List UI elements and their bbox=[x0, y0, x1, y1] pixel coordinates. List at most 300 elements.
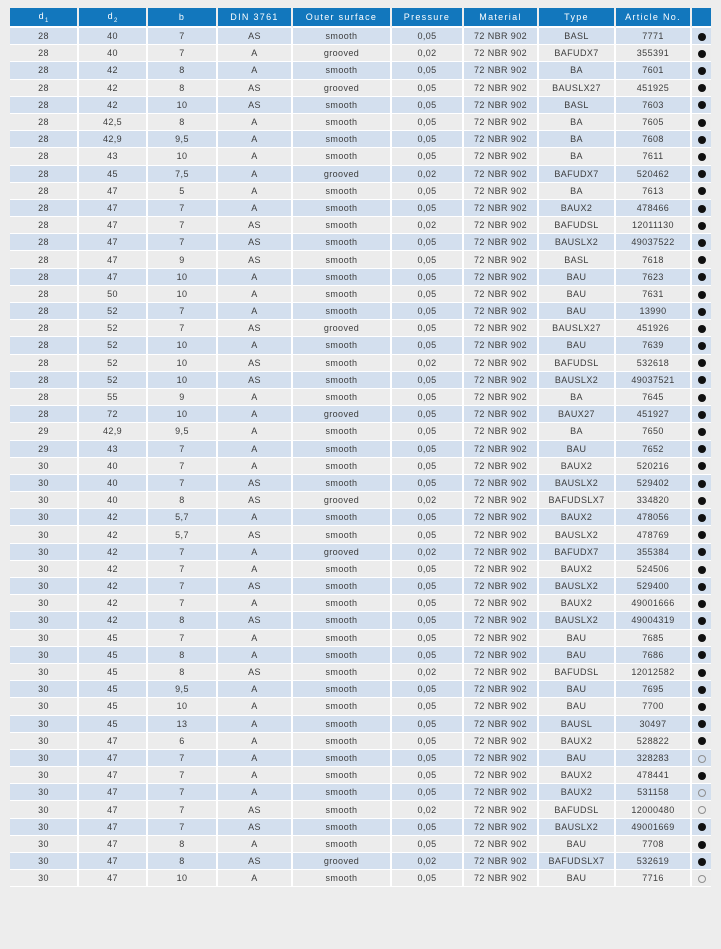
cell-b: 5,7 bbox=[148, 509, 218, 526]
cell-type: BAU bbox=[539, 647, 616, 664]
table-row bbox=[10, 234, 711, 251]
cell-type: BASL bbox=[539, 251, 616, 268]
cell-article-no: 478466 bbox=[616, 200, 692, 217]
cell-b: 8 bbox=[148, 62, 218, 79]
cell-type: BAU bbox=[539, 836, 616, 853]
table-row bbox=[10, 131, 711, 148]
cell-din: AS bbox=[218, 853, 293, 870]
cell-d1: 30 bbox=[10, 733, 79, 750]
cell-b: 10 bbox=[148, 698, 218, 715]
cell-d1: 28 bbox=[10, 131, 79, 148]
cell-availability bbox=[692, 750, 711, 767]
cell-material: 72 NBR 902 bbox=[464, 217, 539, 234]
column-header-d2: $d_2$ bbox=[79, 8, 148, 28]
cell-outer-surface: grooved bbox=[293, 80, 392, 97]
cell-din: AS bbox=[218, 372, 293, 389]
cell-d1: 30 bbox=[10, 819, 79, 836]
table-row bbox=[10, 767, 711, 784]
cell-b: 9,5 bbox=[148, 131, 218, 148]
cell-type: BAU bbox=[539, 303, 616, 320]
table-row bbox=[10, 870, 711, 887]
availability-filled-dot-icon bbox=[698, 273, 706, 281]
cell-availability bbox=[692, 492, 711, 509]
cell-article-no: 451925 bbox=[616, 80, 692, 97]
cell-material: 72 NBR 902 bbox=[464, 819, 539, 836]
cell-d2: 42 bbox=[79, 561, 148, 578]
cell-availability bbox=[692, 389, 711, 406]
column-header-din: DIN 3761 bbox=[218, 8, 293, 28]
cell-availability bbox=[692, 114, 711, 131]
cell-outer-surface: smooth bbox=[293, 801, 392, 818]
cell-article-no: 524506 bbox=[616, 561, 692, 578]
cell-article-no: 7639 bbox=[616, 337, 692, 354]
table-body bbox=[10, 28, 711, 887]
cell-availability bbox=[692, 303, 711, 320]
cell-d2: 42 bbox=[79, 62, 148, 79]
cell-type: BAUX27 bbox=[539, 406, 616, 423]
cell-outer-surface: smooth bbox=[293, 423, 392, 440]
cell-availability bbox=[692, 269, 711, 286]
availability-filled-dot-icon bbox=[698, 170, 706, 178]
cell-pressure: 0,05 bbox=[392, 406, 464, 423]
cell-outer-surface: smooth bbox=[293, 286, 392, 303]
cell-d2: 45 bbox=[79, 166, 148, 183]
cell-article-no: 13990 bbox=[616, 303, 692, 320]
cell-d2: 47 bbox=[79, 853, 148, 870]
cell-d2: 47 bbox=[79, 251, 148, 268]
cell-d1: 30 bbox=[10, 750, 79, 767]
cell-d2: 52 bbox=[79, 320, 148, 337]
cell-type: BAU bbox=[539, 750, 616, 767]
cell-article-no: 12011130 bbox=[616, 217, 692, 234]
column-header-subscript: 1 bbox=[44, 17, 49, 24]
cell-d1: 28 bbox=[10, 320, 79, 337]
availability-open-dot-icon bbox=[698, 875, 706, 883]
cell-type: BA bbox=[539, 183, 616, 200]
cell-type: BAUSLX2 bbox=[539, 526, 616, 543]
availability-filled-dot-icon bbox=[698, 720, 706, 728]
cell-d1: 28 bbox=[10, 183, 79, 200]
cell-article-no: 478056 bbox=[616, 509, 692, 526]
cell-outer-surface: smooth bbox=[293, 389, 392, 406]
cell-article-no: 478769 bbox=[616, 526, 692, 543]
cell-d2: 42 bbox=[79, 509, 148, 526]
cell-d2: 52 bbox=[79, 337, 148, 354]
cell-article-no: 49037522 bbox=[616, 234, 692, 251]
cell-pressure: 0,05 bbox=[392, 509, 464, 526]
column-header-availability bbox=[692, 8, 711, 28]
cell-type: BAUX2 bbox=[539, 509, 616, 526]
cell-d2: 47 bbox=[79, 819, 148, 836]
cell-article-no: 355391 bbox=[616, 45, 692, 62]
cell-outer-surface: smooth bbox=[293, 716, 392, 733]
cell-d1: 30 bbox=[10, 561, 79, 578]
table-row bbox=[10, 784, 711, 801]
cell-pressure: 0,05 bbox=[392, 183, 464, 200]
cell-outer-surface: grooved bbox=[293, 492, 392, 509]
cell-d1: 30 bbox=[10, 492, 79, 509]
cell-outer-surface: smooth bbox=[293, 836, 392, 853]
cell-outer-surface: smooth bbox=[293, 148, 392, 165]
cell-article-no: 7608 bbox=[616, 131, 692, 148]
cell-din: AS bbox=[218, 801, 293, 818]
cell-article-no: 7695 bbox=[616, 681, 692, 698]
cell-d2: 47 bbox=[79, 801, 148, 818]
cell-material: 72 NBR 902 bbox=[464, 458, 539, 475]
availability-filled-dot-icon bbox=[698, 325, 706, 333]
cell-pressure: 0,05 bbox=[392, 320, 464, 337]
cell-outer-surface: smooth bbox=[293, 441, 392, 458]
cell-din: A bbox=[218, 45, 293, 62]
table-row bbox=[10, 389, 711, 406]
cell-pressure: 0,05 bbox=[392, 286, 464, 303]
cell-d1: 28 bbox=[10, 200, 79, 217]
cell-article-no: 12000480 bbox=[616, 801, 692, 818]
cell-d1: 28 bbox=[10, 62, 79, 79]
cell-article-no: 7601 bbox=[616, 62, 692, 79]
cell-type: BAU bbox=[539, 441, 616, 458]
cell-material: 72 NBR 902 bbox=[464, 441, 539, 458]
cell-type: BAFUDSL bbox=[539, 217, 616, 234]
cell-d1: 28 bbox=[10, 251, 79, 268]
cell-type: BAU bbox=[539, 630, 616, 647]
cell-outer-surface: grooved bbox=[293, 853, 392, 870]
cell-d2: 47 bbox=[79, 750, 148, 767]
table-row bbox=[10, 578, 711, 595]
cell-b: 8 bbox=[148, 836, 218, 853]
cell-d2: 42 bbox=[79, 595, 148, 612]
cell-d2: 42 bbox=[79, 97, 148, 114]
cell-availability bbox=[692, 131, 711, 148]
cell-type: BAFUDX7 bbox=[539, 544, 616, 561]
cell-d1: 30 bbox=[10, 509, 79, 526]
cell-material: 72 NBR 902 bbox=[464, 45, 539, 62]
cell-d1: 28 bbox=[10, 234, 79, 251]
availability-filled-dot-icon bbox=[698, 119, 706, 127]
table-row bbox=[10, 148, 711, 165]
cell-b: 8 bbox=[148, 492, 218, 509]
cell-availability bbox=[692, 320, 711, 337]
cell-din: A bbox=[218, 423, 293, 440]
cell-din: A bbox=[218, 458, 293, 475]
cell-b: 13 bbox=[148, 716, 218, 733]
column-header-pressure: Pressure bbox=[392, 8, 464, 28]
availability-filled-dot-icon bbox=[698, 651, 706, 659]
cell-din: A bbox=[218, 114, 293, 131]
cell-article-no: 7611 bbox=[616, 148, 692, 165]
cell-din: A bbox=[218, 870, 293, 887]
cell-d2: 50 bbox=[79, 286, 148, 303]
availability-filled-dot-icon bbox=[698, 514, 706, 522]
cell-b: 10 bbox=[148, 286, 218, 303]
cell-b: 7 bbox=[148, 578, 218, 595]
cell-type: BA bbox=[539, 114, 616, 131]
cell-type: BAUX2 bbox=[539, 458, 616, 475]
cell-pressure: 0,02 bbox=[392, 166, 464, 183]
cell-pressure: 0,05 bbox=[392, 200, 464, 217]
cell-b: 7 bbox=[148, 595, 218, 612]
cell-type: BAUX2 bbox=[539, 784, 616, 801]
cell-article-no: 529402 bbox=[616, 475, 692, 492]
cell-outer-surface: smooth bbox=[293, 251, 392, 268]
cell-outer-surface: smooth bbox=[293, 475, 392, 492]
cell-d2: 52 bbox=[79, 355, 148, 372]
table-row bbox=[10, 492, 711, 509]
cell-outer-surface: smooth bbox=[293, 114, 392, 131]
cell-outer-surface: smooth bbox=[293, 217, 392, 234]
cell-b: 5,7 bbox=[148, 526, 218, 543]
cell-type: BAUX2 bbox=[539, 200, 616, 217]
cell-availability bbox=[692, 423, 711, 440]
cell-d1: 30 bbox=[10, 612, 79, 629]
cell-pressure: 0,05 bbox=[392, 698, 464, 715]
cell-d1: 30 bbox=[10, 475, 79, 492]
cell-material: 72 NBR 902 bbox=[464, 251, 539, 268]
cell-pressure: 0,05 bbox=[392, 733, 464, 750]
cell-b: 9 bbox=[148, 251, 218, 268]
cell-outer-surface: smooth bbox=[293, 870, 392, 887]
cell-din: AS bbox=[218, 97, 293, 114]
availability-filled-dot-icon bbox=[698, 583, 706, 591]
cell-material: 72 NBR 902 bbox=[464, 767, 539, 784]
cell-availability bbox=[692, 767, 711, 784]
cell-material: 72 NBR 902 bbox=[464, 630, 539, 647]
cell-article-no: 7623 bbox=[616, 269, 692, 286]
cell-b: 7 bbox=[148, 320, 218, 337]
availability-filled-dot-icon bbox=[698, 548, 706, 556]
cell-b: 8 bbox=[148, 80, 218, 97]
cell-type: BAUSLX2 bbox=[539, 372, 616, 389]
cell-pressure: 0,05 bbox=[392, 870, 464, 887]
cell-type: BA bbox=[539, 423, 616, 440]
cell-d1: 28 bbox=[10, 28, 79, 45]
cell-article-no: 532618 bbox=[616, 355, 692, 372]
cell-material: 72 NBR 902 bbox=[464, 612, 539, 629]
cell-material: 72 NBR 902 bbox=[464, 337, 539, 354]
cell-type: BAU bbox=[539, 286, 616, 303]
availability-filled-dot-icon bbox=[698, 136, 706, 144]
cell-pressure: 0,05 bbox=[392, 475, 464, 492]
cell-b: 8 bbox=[148, 647, 218, 664]
cell-pressure: 0,05 bbox=[392, 561, 464, 578]
cell-pressure: 0,05 bbox=[392, 681, 464, 698]
table-row bbox=[10, 595, 711, 612]
cell-article-no: 7685 bbox=[616, 630, 692, 647]
cell-type: BAUSL bbox=[539, 716, 616, 733]
availability-filled-dot-icon bbox=[698, 617, 706, 625]
cell-outer-surface: grooved bbox=[293, 406, 392, 423]
availability-filled-dot-icon bbox=[698, 205, 706, 213]
availability-filled-dot-icon bbox=[698, 737, 706, 745]
cell-material: 72 NBR 902 bbox=[464, 286, 539, 303]
cell-d2: 40 bbox=[79, 458, 148, 475]
cell-d2: 52 bbox=[79, 372, 148, 389]
cell-d1: 28 bbox=[10, 389, 79, 406]
cell-type: BA bbox=[539, 62, 616, 79]
availability-filled-dot-icon bbox=[698, 566, 706, 574]
seal-catalog-table bbox=[10, 8, 711, 887]
cell-article-no: 7708 bbox=[616, 836, 692, 853]
cell-pressure: 0,05 bbox=[392, 423, 464, 440]
cell-pressure: 0,05 bbox=[392, 234, 464, 251]
cell-outer-surface: smooth bbox=[293, 355, 392, 372]
cell-article-no: 12012582 bbox=[616, 664, 692, 681]
cell-outer-surface: smooth bbox=[293, 200, 392, 217]
cell-b: 7 bbox=[148, 441, 218, 458]
cell-type: BAUSLX27 bbox=[539, 320, 616, 337]
cell-type: BAUX2 bbox=[539, 767, 616, 784]
cell-d1: 30 bbox=[10, 664, 79, 681]
cell-d2: 52 bbox=[79, 303, 148, 320]
cell-d1: 30 bbox=[10, 853, 79, 870]
cell-article-no: 7771 bbox=[616, 28, 692, 45]
cell-b: 9 bbox=[148, 389, 218, 406]
cell-din: AS bbox=[218, 28, 293, 45]
table-row bbox=[10, 372, 711, 389]
cell-pressure: 0,02 bbox=[392, 544, 464, 561]
cell-din: A bbox=[218, 767, 293, 784]
cell-d2: 47 bbox=[79, 733, 148, 750]
cell-type: BAU bbox=[539, 681, 616, 698]
table-row bbox=[10, 630, 711, 647]
cell-article-no: 7650 bbox=[616, 423, 692, 440]
cell-type: BAU bbox=[539, 337, 616, 354]
cell-type: BA bbox=[539, 148, 616, 165]
cell-material: 72 NBR 902 bbox=[464, 406, 539, 423]
cell-d1: 30 bbox=[10, 801, 79, 818]
cell-article-no: 7716 bbox=[616, 870, 692, 887]
availability-filled-dot-icon bbox=[698, 33, 706, 41]
cell-outer-surface: grooved bbox=[293, 320, 392, 337]
table-row bbox=[10, 28, 711, 45]
cell-type: BASL bbox=[539, 97, 616, 114]
cell-type: BAUX2 bbox=[539, 561, 616, 578]
cell-outer-surface: grooved bbox=[293, 45, 392, 62]
cell-material: 72 NBR 902 bbox=[464, 28, 539, 45]
cell-b: 10 bbox=[148, 269, 218, 286]
cell-material: 72 NBR 902 bbox=[464, 320, 539, 337]
availability-filled-dot-icon bbox=[698, 686, 706, 694]
cell-d1: 28 bbox=[10, 286, 79, 303]
cell-din: AS bbox=[218, 80, 293, 97]
cell-material: 72 NBR 902 bbox=[464, 750, 539, 767]
cell-din: A bbox=[218, 183, 293, 200]
cell-availability bbox=[692, 234, 711, 251]
cell-din: AS bbox=[218, 355, 293, 372]
cell-pressure: 0,05 bbox=[392, 372, 464, 389]
cell-din: AS bbox=[218, 664, 293, 681]
cell-d2: 42,9 bbox=[79, 131, 148, 148]
availability-filled-dot-icon bbox=[698, 669, 706, 677]
cell-article-no: 529400 bbox=[616, 578, 692, 595]
cell-b: 7 bbox=[148, 630, 218, 647]
cell-availability bbox=[692, 647, 711, 664]
cell-article-no: 49037521 bbox=[616, 372, 692, 389]
cell-material: 72 NBR 902 bbox=[464, 80, 539, 97]
cell-material: 72 NBR 902 bbox=[464, 183, 539, 200]
cell-material: 72 NBR 902 bbox=[464, 389, 539, 406]
cell-din: A bbox=[218, 286, 293, 303]
cell-availability bbox=[692, 853, 711, 870]
cell-material: 72 NBR 902 bbox=[464, 836, 539, 853]
cell-material: 72 NBR 902 bbox=[464, 148, 539, 165]
cell-article-no: 49001669 bbox=[616, 819, 692, 836]
cell-din: AS bbox=[218, 320, 293, 337]
cell-d1: 30 bbox=[10, 544, 79, 561]
cell-d2: 42 bbox=[79, 80, 148, 97]
cell-material: 72 NBR 902 bbox=[464, 716, 539, 733]
cell-material: 72 NBR 902 bbox=[464, 578, 539, 595]
cell-availability bbox=[692, 630, 711, 647]
cell-pressure: 0,02 bbox=[392, 45, 464, 62]
table-row bbox=[10, 62, 711, 79]
cell-outer-surface: smooth bbox=[293, 62, 392, 79]
cell-type: BAUSLX2 bbox=[539, 612, 616, 629]
cell-article-no: 328283 bbox=[616, 750, 692, 767]
cell-b: 7 bbox=[148, 28, 218, 45]
cell-availability bbox=[692, 200, 711, 217]
cell-type: BAU bbox=[539, 269, 616, 286]
cell-pressure: 0,05 bbox=[392, 28, 464, 45]
cell-availability bbox=[692, 183, 711, 200]
cell-d1: 30 bbox=[10, 767, 79, 784]
cell-article-no: 7686 bbox=[616, 647, 692, 664]
table-row bbox=[10, 475, 711, 492]
cell-d1: 30 bbox=[10, 784, 79, 801]
cell-type: BAU bbox=[539, 870, 616, 887]
table-row bbox=[10, 458, 711, 475]
cell-availability bbox=[692, 251, 711, 268]
cell-d2: 47 bbox=[79, 767, 148, 784]
cell-outer-surface: smooth bbox=[293, 337, 392, 354]
cell-din: AS bbox=[218, 475, 293, 492]
cell-b: 10 bbox=[148, 406, 218, 423]
availability-open-dot-icon bbox=[698, 755, 706, 763]
cell-din: A bbox=[218, 595, 293, 612]
cell-d2: 47 bbox=[79, 234, 148, 251]
cell-availability bbox=[692, 458, 711, 475]
cell-material: 72 NBR 902 bbox=[464, 853, 539, 870]
cell-pressure: 0,02 bbox=[392, 853, 464, 870]
table-row bbox=[10, 801, 711, 818]
cell-pressure: 0,05 bbox=[392, 595, 464, 612]
cell-outer-surface: smooth bbox=[293, 612, 392, 629]
cell-type: BAFUDSL bbox=[539, 664, 616, 681]
table-row bbox=[10, 303, 711, 320]
cell-b: 10 bbox=[148, 372, 218, 389]
cell-din: A bbox=[218, 509, 293, 526]
cell-material: 72 NBR 902 bbox=[464, 647, 539, 664]
cell-d2: 40 bbox=[79, 492, 148, 509]
cell-b: 7 bbox=[148, 801, 218, 818]
cell-outer-surface: grooved bbox=[293, 166, 392, 183]
cell-b: 8 bbox=[148, 612, 218, 629]
cell-din: AS bbox=[218, 492, 293, 509]
cell-d1: 28 bbox=[10, 114, 79, 131]
cell-article-no: 7618 bbox=[616, 251, 692, 268]
availability-filled-dot-icon bbox=[698, 634, 706, 642]
availability-filled-dot-icon bbox=[698, 531, 706, 539]
cell-outer-surface: smooth bbox=[293, 234, 392, 251]
cell-b: 8 bbox=[148, 853, 218, 870]
cell-availability bbox=[692, 217, 711, 234]
table-row bbox=[10, 183, 711, 200]
cell-type: BAFUDSL bbox=[539, 355, 616, 372]
cell-pressure: 0,05 bbox=[392, 441, 464, 458]
cell-d1: 30 bbox=[10, 716, 79, 733]
cell-material: 72 NBR 902 bbox=[464, 475, 539, 492]
cell-material: 72 NBR 902 bbox=[464, 561, 539, 578]
